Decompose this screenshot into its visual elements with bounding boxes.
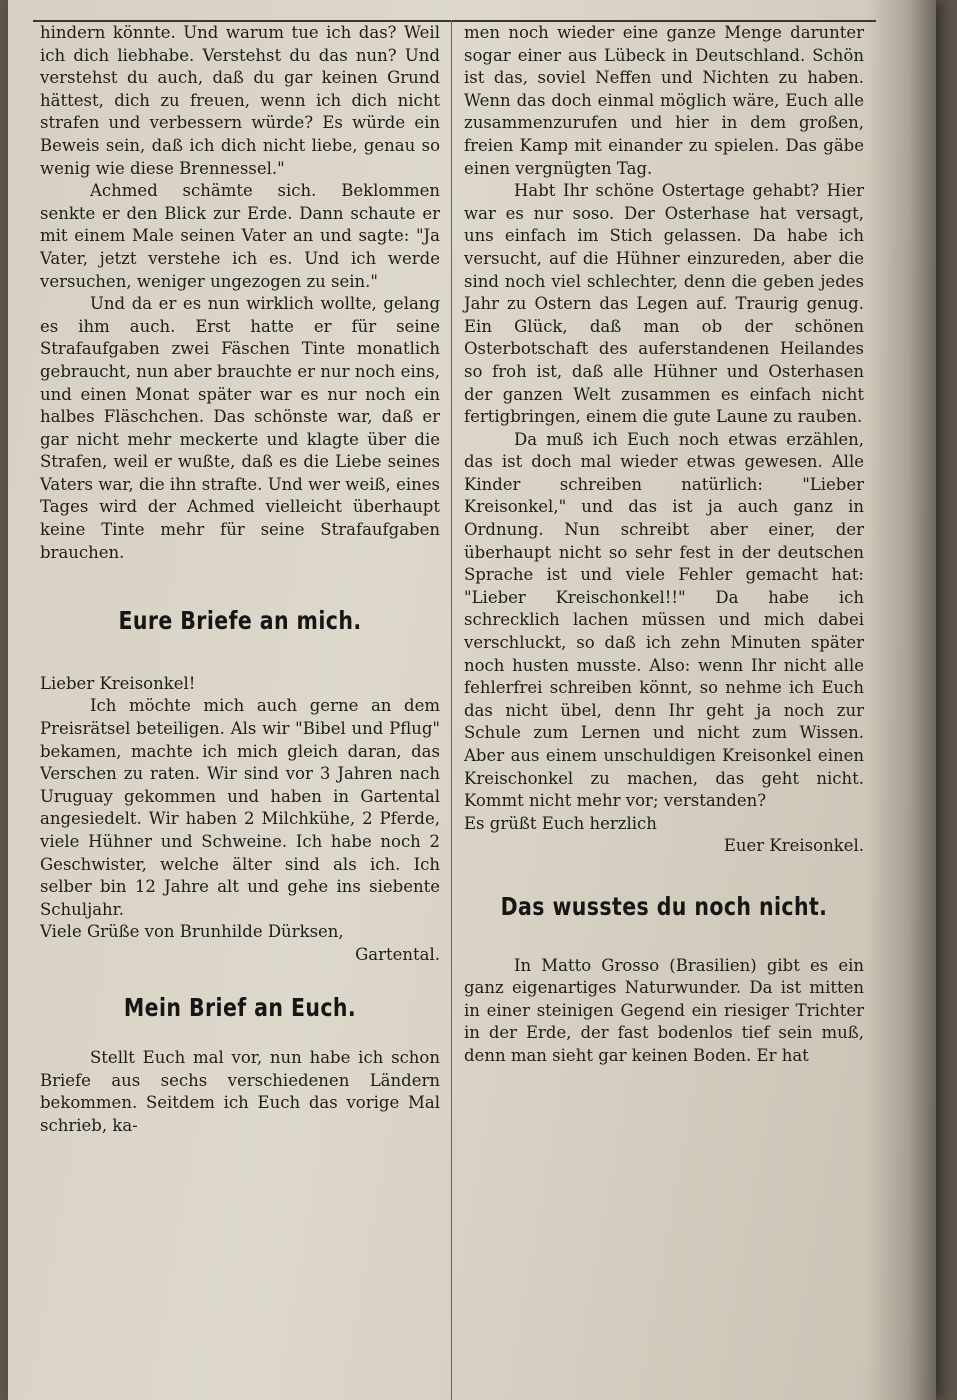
brief-signature: Euer Kreisonkel. [723,836,864,856]
letter-greeting: Viele Grüße von Brunhilde Dürksen, [40,922,344,942]
section-heading-mein-brief: Mein Brief an Euch. [123,992,357,1022]
fact-paragraph: In Matto Grosso (Brasilien) gibt es ein ganz eigenartiges Naturwunder. Da ist mitten in einer steinigen Gegend ein riesiger Trichter in der Erde, der fast bodenlos tief sein muß, denn man sieht gar keinen Boden. Er hat [464,955,864,1065]
brief-paragraph: Habt Ihr schöne Ostertage gehabt? Hier war es nur soso. Der Osterhase hat versagt, uns einfach im Stich gelassen. Da habe ich versucht, auf die Hühner einzureden, aber die sind noch viel schlechter, denn die geben jedes Jahr zu Ostern das Legen auf. Traurig genug. Ein Glück, daß man ob der schönen Osterbotschaft des auferstandenen Heilandes so froh ist, daß alle Hühner und Osterhasen der ganzen Welt zusammen es einfach nicht fertigbringen, einem die gute Laune zu rauben. [464,181,864,427]
brief-paragraph: Da muß ich Euch noch etwas erzählen, das ist doch mal wieder etwas gewesen. Alle Kinder schreiben natürlich: "Lieber Kreisonkel," und das ist ja auch ganz in Ordnung. Nun schreibt aber einer, der überhaupt nicht so sehr fest in der deutschen Sprache ist und viele Fehler gemacht hat: "Lieber Kreischonkel!!" Da habe ich schrecklich lachen müssen und mich dabei verschluckt, so daß ich zehn Minuten später noch husten musste. Also: wenn Ihr nicht alle fehlerfrei schreiben könnt, so nehme ich Euch das nicht übel, denn Ihr geht ja noch zur Schule zum Lernen und nicht zum Wissen. Aber aus einem unschuldigen Kreisonkel einen Kreischonkel zu machen, das geht nicht. Kommt nicht mehr vor; verstanden? [464,429,864,811]
story-ending-paragraph: hindern könnte. Und warum tue ich das? Weil ich dich liebhabe. Verstehst du das nun? Und verstehst du auch, daß du gar keinen Grund hättest, dich zu freuen, wenn ich dich nicht strafen und verbessern würde? Es würde ein Beweis sein, daß ich dich nicht liebe, genau so wenig wie diese Brennessel." [40,23,440,178]
section-heading-briefe: Eure Briefe an mich. [118,606,362,636]
newspaper-page [8,0,936,1400]
book-spine-shadow [866,0,936,1400]
page-header-rule [33,0,876,22]
right-column [464,22,864,1068]
left-column [40,22,440,1138]
letter-salutation: Lieber Kreisonkel! [40,673,196,693]
section-heading-wusstes: Das wusstes du noch nicht. [500,891,828,921]
brief-paragraph: Stellt Euch mal vor, nun habe ich schon Briefe aus sechs verschiedenen Ländern bekommen. Seitdem ich Euch das vorige Mal schrieb, ka- [40,1048,440,1135]
story-paragraph: Und da er es nun wirklich wollte, gelang es ihm auch. Erst hatte er für seine Strafaufgaben zwei Fäschen Tinte monatlich gebraucht, nun aber brauchte er nur noch eins, und einen Monat später war es nur noch ein halbes Fläschchen. Das schönste war, daß er gar nicht mehr meckerte und klagte über die Strafen, weil er wußte, daß es die Liebe seines Vaters war, die ihn strafte. Und wer weiß, eines Tages wird der Achmed vielleicht überhaupt keine Tinte mehr für seine Strafaufgaben brauchen. [40,294,440,562]
brief-closing: Es grüßt Euch herzlich [464,813,657,833]
letter-place: Gartental. [355,944,440,964]
story-paragraph: Achmed schämte sich. Beklommen senkte er den Blick zur Erde. Dann schaute er mit einem Male seinen Vater an und sagte: "Ja Vater, jetzt verstehe ich es. Und ich werde versuchen, weniger ungezogen zu sein." [40,181,440,291]
letter-body: Ich möchte mich auch gerne an dem Preisrätsel beteiligen. Als wir "Bibel und Pflug" bekamen, machte ich mich gleich daran, das Verschen zu raten. Wir sind vor 3 Jahren nach Uruguay gekommen und haben in Gartental angesiedelt. Wir haben 2 Milchkühe, 2 Pferde, viele Hühner und Schweine. Ich habe noch 2 Geschwister, welche älter sind als ich. Ich selber bin 12 Jahre alt und gehe ins siebente Schuljahr. [40,696,440,919]
column-divider [451,20,452,1400]
brief-continuation: men noch wieder eine ganze Menge darunter sogar einer aus Lübeck in Deutschland. Schön ist das, soviel Neffen und Nichten zu haben. Wenn das doch einmal möglich wäre, Euch alle zusammenzurufen und hier in dem großen, freien Kamp mit einander zu spielen. Das gäbe einen vergnügten Tag. [464,23,864,178]
